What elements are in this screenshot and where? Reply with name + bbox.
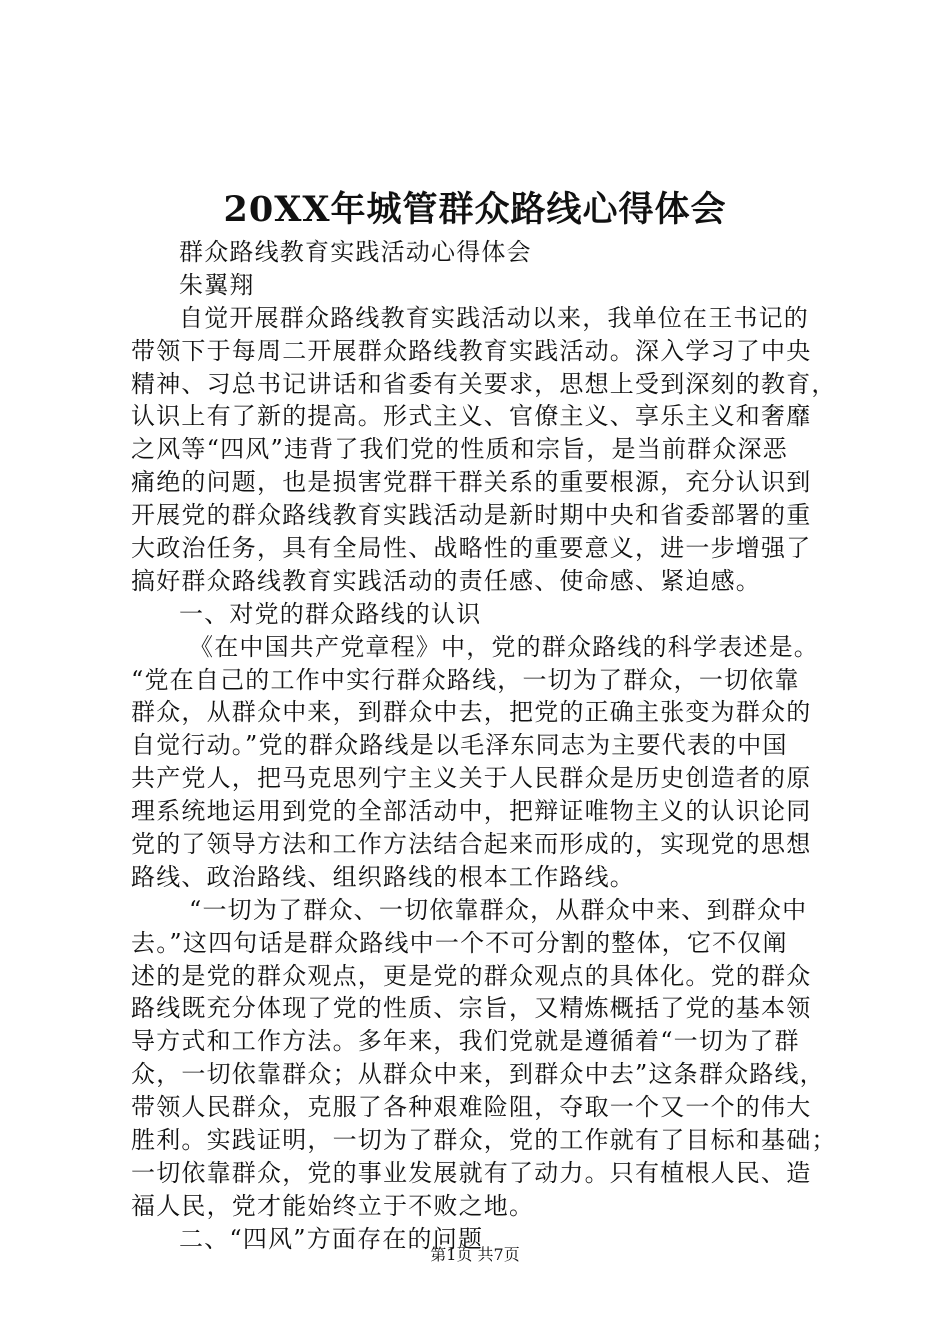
paragraph-line: 党的了领导方法和工作方法结合起来而形成的，实现党的思想: [131, 830, 812, 859]
paragraph-line: 带领下于每周二开展群众路线教育实践活动。深入学习了中央: [131, 336, 812, 365]
paragraph-line: 自觉开展群众路线教育实践活动以来，我单位在王书记的: [179, 303, 809, 332]
paragraph-line: 胜利。实践证明，一切为了群众，党的工作就有了目标和基础；: [131, 1126, 837, 1155]
paragraph-line: 福人民，党才能始终立于不败之地。: [131, 1191, 535, 1220]
paragraph-line: 一切依靠群众，党的事业发展就有了动力。只有植根人民、造: [131, 1158, 812, 1187]
paragraph-line: 《在中国共产党章程》中，党的群众路线的科学表述是。: [189, 632, 819, 661]
paragraph-line: 路线、政治路线、组织路线的根本工作路线。: [131, 862, 635, 891]
paragraph-line: 路线既充分体现了党的性质、宗旨，又精炼概括了党的基本领: [131, 994, 812, 1023]
paragraph-line: 搞好群众路线教育实践活动的责任感、使命感、紧迫感。: [131, 566, 761, 595]
paragraph-line: 之风等“四风”违背了我们党的性质和宗旨，是当前群众深恶: [131, 435, 788, 464]
paragraph-line: 众，一切依靠群众；从群众中来，到群众中去”这条群众路线，: [131, 1060, 825, 1089]
paragraph-line: “党在自己的工作中实行群众路线，一切为了群众，一切依靠: [131, 665, 800, 694]
paragraph-line: 群众，从群众中来，到群众中去，把党的正确主张变为群众的: [131, 698, 812, 727]
paragraph-line: 大政治任务，具有全局性、战略性的重要意义，进一步增强了: [131, 534, 812, 563]
paragraph-line: 自觉行动。”党的群众路线是以毛泽东同志为主要代表的中国: [131, 731, 788, 760]
subtitle-line: 群众路线教育实践活动心得体会: [179, 238, 532, 266]
document-title: 20XX年城管群众路线心得体会: [223, 189, 727, 230]
paragraph-line: 开展党的群众路线教育实践活动是新时期中央和省委部署的重: [131, 501, 812, 530]
paragraph-line: “一切为了群众、一切依靠群众，从群众中来、到群众中: [189, 895, 808, 924]
paragraph-line: 带领人民群众，克服了各种艰难险阻，夺取一个又一个的伟大: [131, 1093, 812, 1122]
paragraph-line: 精神、习总书记讲话和省委有关要求，思想上受到深刻的教育，: [131, 369, 837, 398]
document-body: [131, 236, 843, 1256]
paragraph-line: 痛绝的问题，也是损害党群干群关系的重要根源，充分认识到: [131, 468, 812, 497]
paragraph-line: 理系统地运用到党的全部活动中，把辩证唯物主义的认识论同: [131, 797, 812, 826]
paragraph-line: 共产党人，把马克思列宁主义关于人民群众是历史创造者的原: [131, 764, 812, 793]
section-heading: 二、“四风”方面存在的问题: [179, 1224, 484, 1253]
page-footer: 第1页 共7页: [430, 1245, 520, 1264]
paragraph-line: 认识上有了新的提高。形式主义、官僚主义、享乐主义和奢靡: [131, 402, 812, 431]
author-line: 朱翼翔: [179, 270, 255, 299]
paragraph-line: 导方式和工作方法。多年来，我们党就是遵循着“一切为了群: [131, 1027, 800, 1056]
section-heading: 一、对党的群众路线的认识: [179, 599, 482, 628]
paragraph-line: 述的是党的群众观点，更是党的群众观点的具体化。党的群众: [131, 961, 812, 990]
paragraph-line: 去。”这四句话是群众路线中一个不可分割的整体，它不仅阐: [131, 928, 788, 957]
